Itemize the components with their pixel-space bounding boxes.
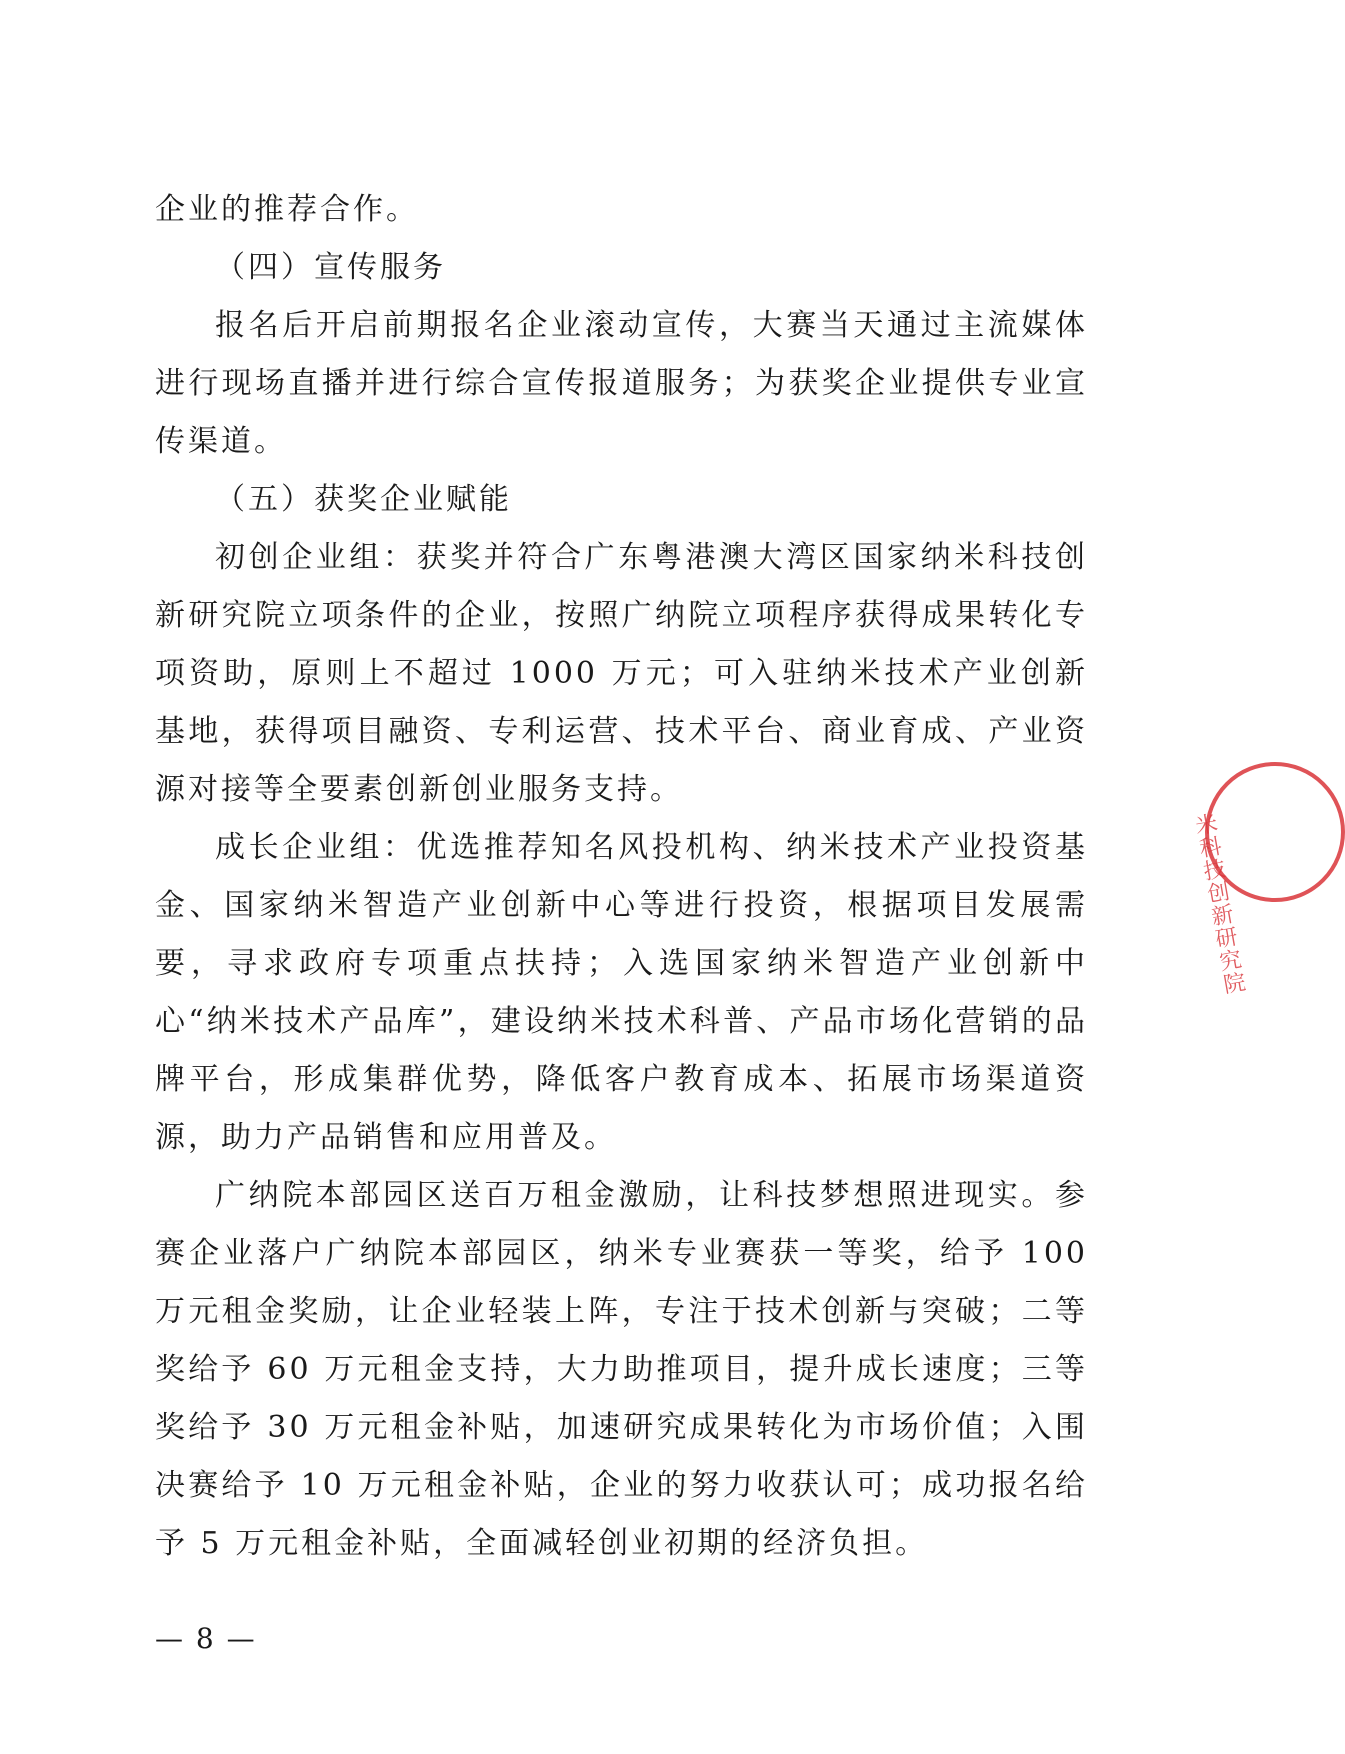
seal-text: 米科技创新研究院	[1190, 811, 1247, 997]
paragraph-rent-incentive: 广纳院本部园区送百万租金激励，让科技梦想照进现实。参赛企业落户广纳院本部园区，纳米专业赛获一等奖，给予 100 万元租金奖励，让企业轻装上阵，专注于技术创新与突破；二等奖给予 60 万元租金支持，大力助推项目，提升成长速度；三等奖给予 30 万元租金补贴，加速研究成果转化为市场价值；入围决赛给予 10 万元租金补贴，企业的努力收获认可；成功报名给予 5 万元租金补贴，全面减轻创业初期的经济负担。	[155, 1178, 1088, 1561]
section-heading-empowerment: （五）获奖企业赋能	[215, 482, 512, 517]
section-heading-publicity: （四）宣传服务	[215, 250, 446, 285]
paragraph-publicity: 报名后开启前期报名企业滚动宣传，大赛当天通过主流媒体进行现场直播并进行综合宣传报道服务；为获奖企业提供专业宣传渠道。	[155, 308, 1088, 459]
document-body	[155, 181, 1088, 1573]
paragraph-continuation: 企业的推荐合作。	[155, 192, 419, 227]
page-number: — 8 —	[155, 1622, 257, 1655]
paragraph-growth-group: 成长企业组：优选推荐知名风投机构、纳米技术产业投资基金、国家纳米智造产业创新中心等进行投资，根据项目发展需要，寻求政府专项重点扶持；入选国家纳米智造产业创新中心“纳米技术产品库”，建设纳米技术科普、产品市场化营销的品牌平台，形成集群优势，降低客户教育成本、拓展市场渠道资源，助力产品销售和应用普及。	[155, 830, 1088, 1155]
paragraph-startup-group: 初创企业组：获奖并符合广东粤港澳大湾区国家纳米科技创新研究院立项条件的企业，按照广纳院立项程序获得成果转化专项资助，原则上不超过 1000 万元；可入驻纳米技术产业创新基地，获得项目融资、专利运营、技术平台、商业育成、产业资源对接等全要素创新创业服务支持。	[155, 540, 1088, 807]
